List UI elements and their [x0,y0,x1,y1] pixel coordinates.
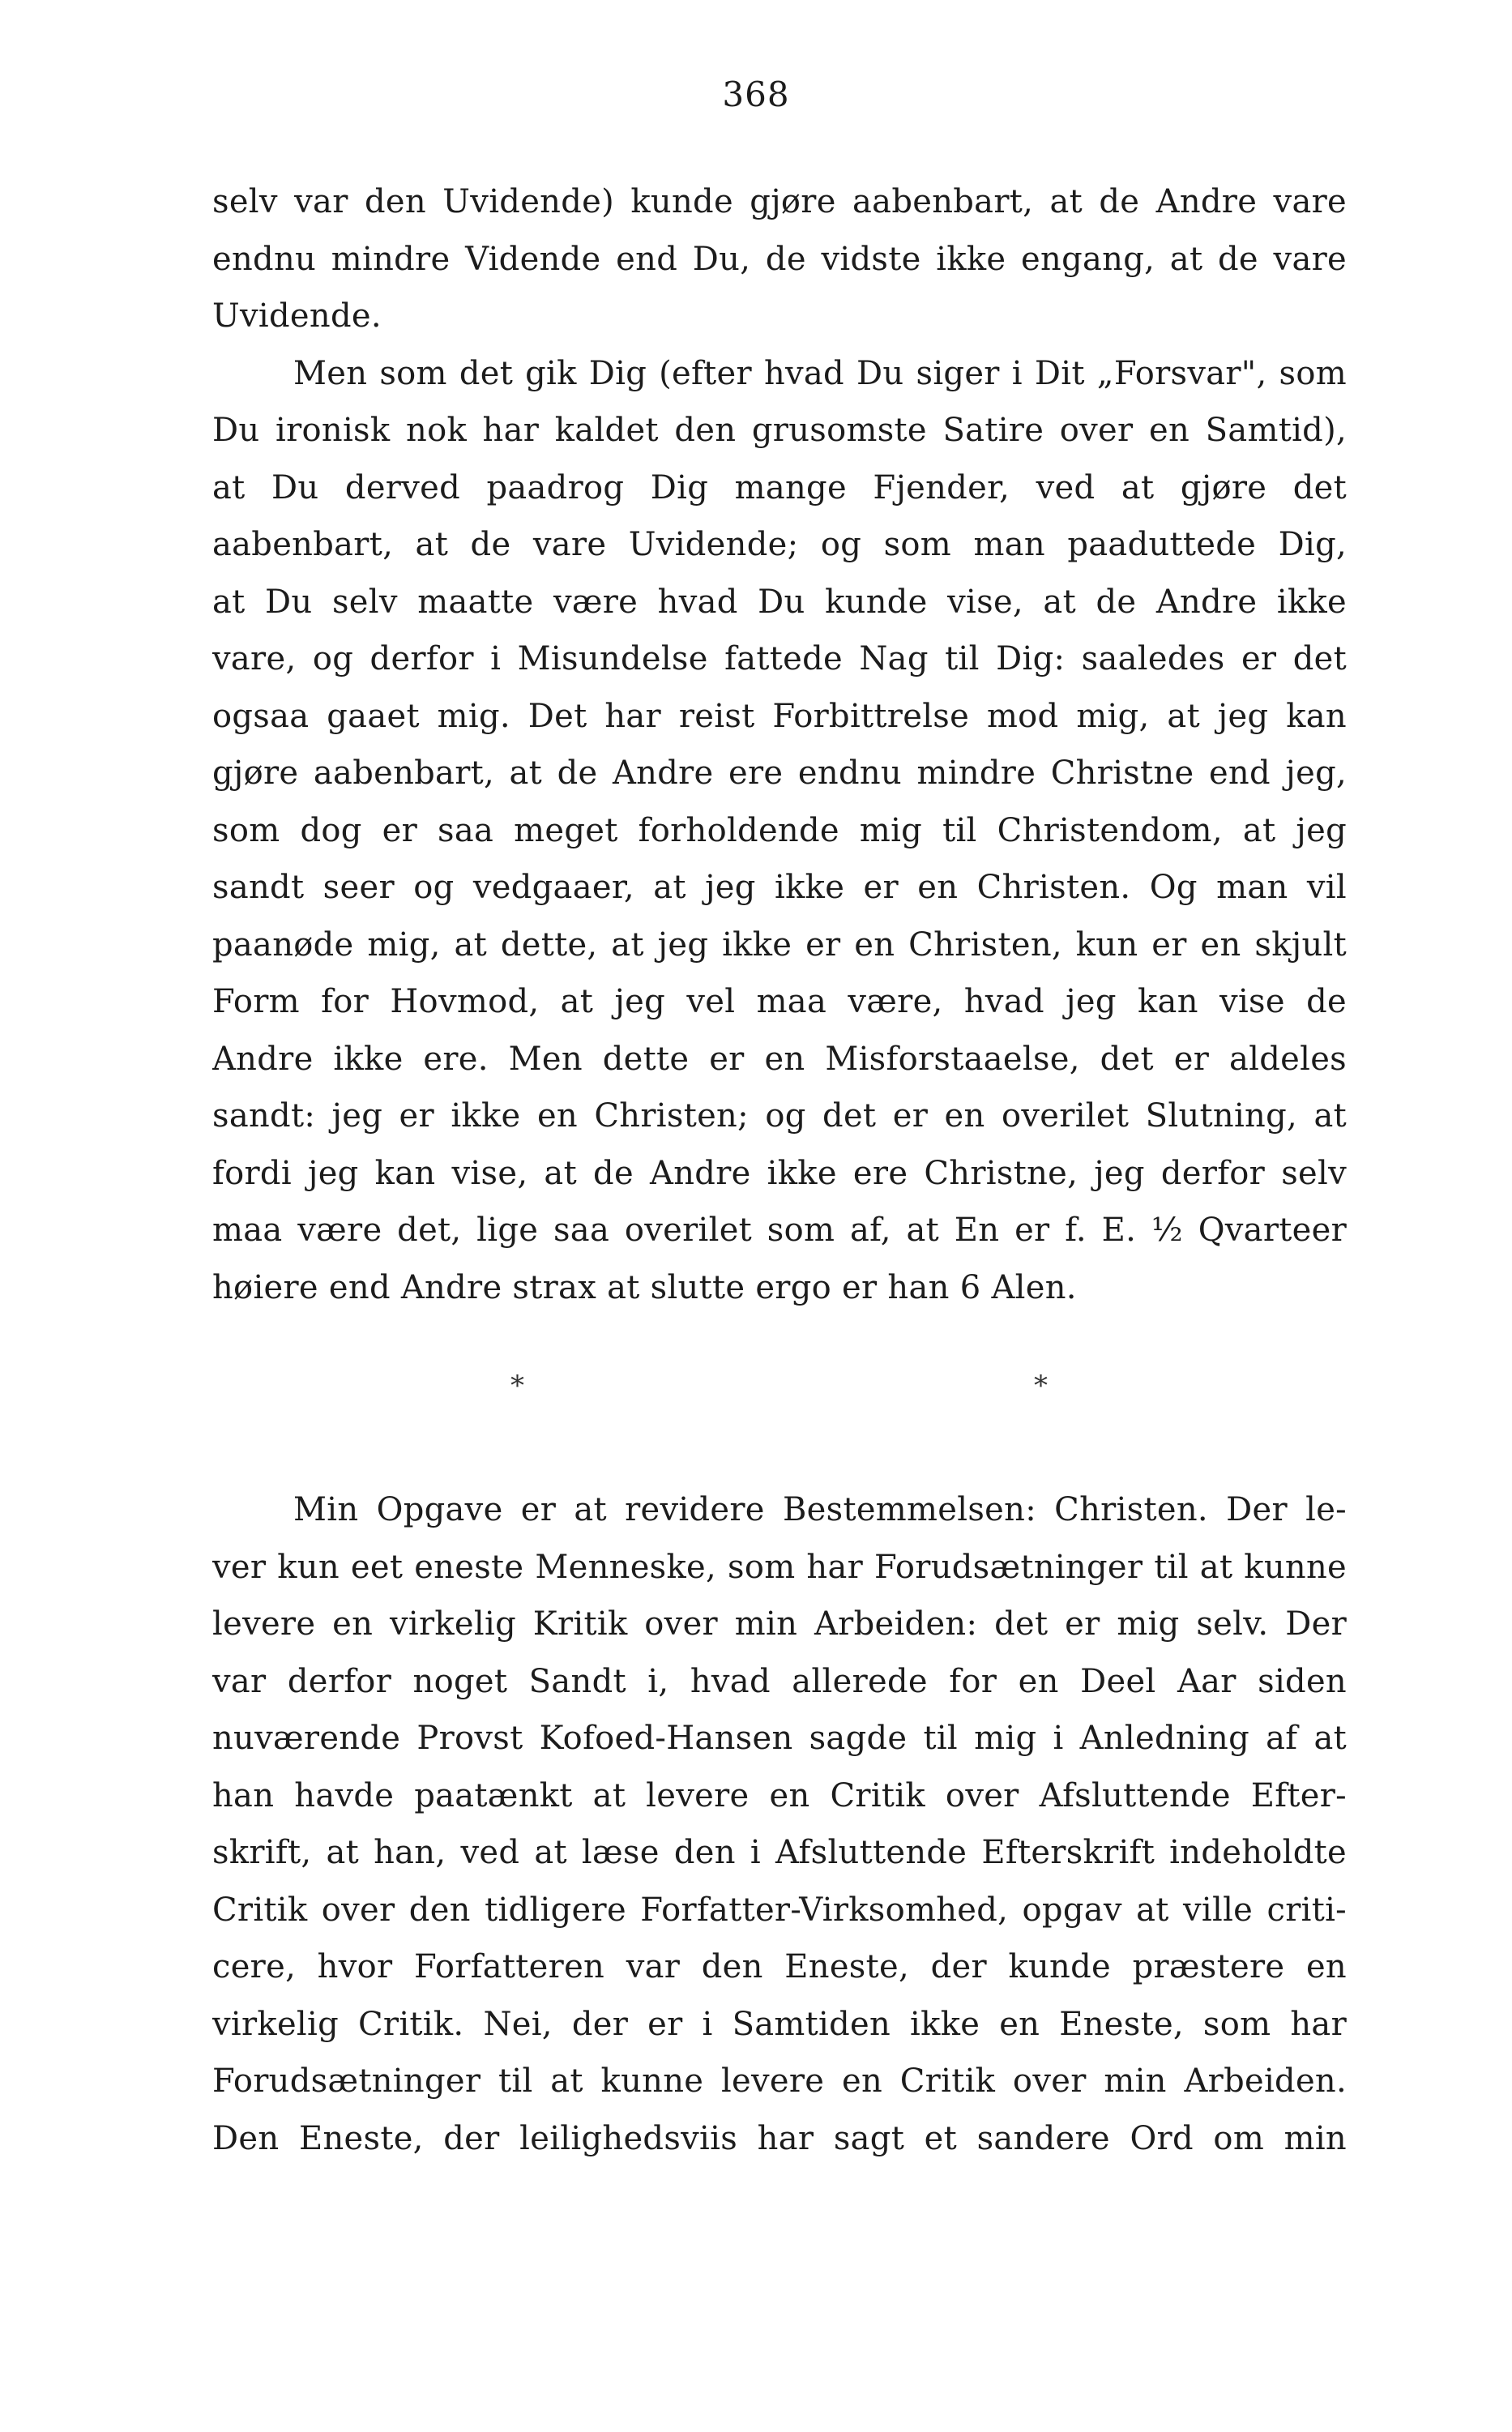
text-line: sandt: jeg er ikke en Christen; og det er en overilet Slutning, at [212,1097,1347,1135]
text-block-1 [212,173,1347,1316]
text-line: aabenbart, at de vare Uvidende; og som man paaduttede Dig, [212,526,1347,563]
text-line: Den Eneste, der leilighedsviis har sagt et sandere Ord om min [212,2119,1347,2157]
text-line: nuværende Provst Kofoed-Hansen sagde til mig i Anledning af at [212,1720,1347,1757]
text-line: Min Opgave er at revidere Bestemmelsen: Christen. Der le- [293,1491,1347,1528]
asterisk-icon: * [1034,1370,1048,1402]
text-line: cere, hvor Forfatteren var den Eneste, der kunde præstere en [212,1948,1347,1985]
text-line: ver kun eet eneste Menneske, som har Forudsætninger til at kunne [212,1548,1347,1586]
text-line: sandt seer og vedgaaer, at jeg ikke er en Christen. Og man vil [212,869,1347,906]
text-line: Critik over den tidligere Forfatter-Virksomhed, opgav at ville criti- [212,1891,1347,1929]
text-line: selv var den Uvidende) kunde gjøre aabenbart, at de Andre vare [212,183,1347,220]
text-line: virkelig Critik. Nei, der er i Samtiden ikke en Eneste, som har [212,2005,1347,2043]
text-line: han havde paatænkt at levere en Critik over Afsluttende Efter- [212,1776,1347,1814]
text-line: endnu mindre Vidende end Du, de vidste ikke engang, at de vare [212,240,1347,278]
text-line: Forudsætninger til at kunne levere en Critik over min Arbeiden. [212,2062,1347,2100]
text-line: paanøde mig, at dette, at jeg ikke er en Christen, kun er en skjult [212,925,1347,964]
section-separator [0,1370,1512,1418]
text-line: Andre ikke ere. Men dette er en Misforstaaelse, det er aldeles [212,1040,1347,1078]
text-line: gjøre aabenbart, at de Andre ere endnu mindre Christne end jeg, [212,754,1347,792]
text-line: skrift, at han, ved at læse den i Afsluttende Efterskrift indeholdte [212,1834,1347,1871]
text-line: Men som det gik Dig (efter hvad Du siger i Dit „Forsvar", som [293,354,1347,392]
text-line: fordi jeg kan vise, at de Andre ikke ere Christne, jeg derfor selv [212,1154,1347,1192]
text-line: vare, og derfor i Misundelse fattede Nag til Dig: saaledes er det [212,640,1347,677]
text-line: Uvidende. [212,297,382,335]
text-line: Du ironisk nok har kaldet den grusomste Satire over en Samtid), [212,412,1347,449]
text-line: som dog er saa meget forholdende mig til Christendom, at jeg [212,811,1347,849]
text-line: høiere end Andre strax at slutte ergo er han 6 Alen. [212,1268,1077,1306]
text-block-2 [212,1481,1347,2167]
text-line: levere en virkelig Kritik over min Arbeiden: det er mig selv. Der [212,1605,1347,1643]
text-line: maa være det, lige saa overilet som af, at En er f. E. ½ Qvarteer [212,1212,1347,1249]
text-line: Form for Hovmod, at jeg vel maa være, hvad jeg kan vise de [212,983,1347,1020]
text-line: var derfor noget Sandt i, hvad allerede for en Deel Aar siden [212,1662,1347,1700]
text-line: ogsaa gaaet mig. Det har reist Forbittrelse mod mig, at jeg kan [212,697,1347,735]
asterisk-icon: * [510,1370,524,1402]
page-number: 368 [722,75,790,114]
text-line: at Du derved paadrog Dig mange Fjender, ved at gjøre det [212,468,1347,506]
text-line: at Du selv maatte være hvad Du kunde vise, at de Andre ikke [212,583,1347,621]
